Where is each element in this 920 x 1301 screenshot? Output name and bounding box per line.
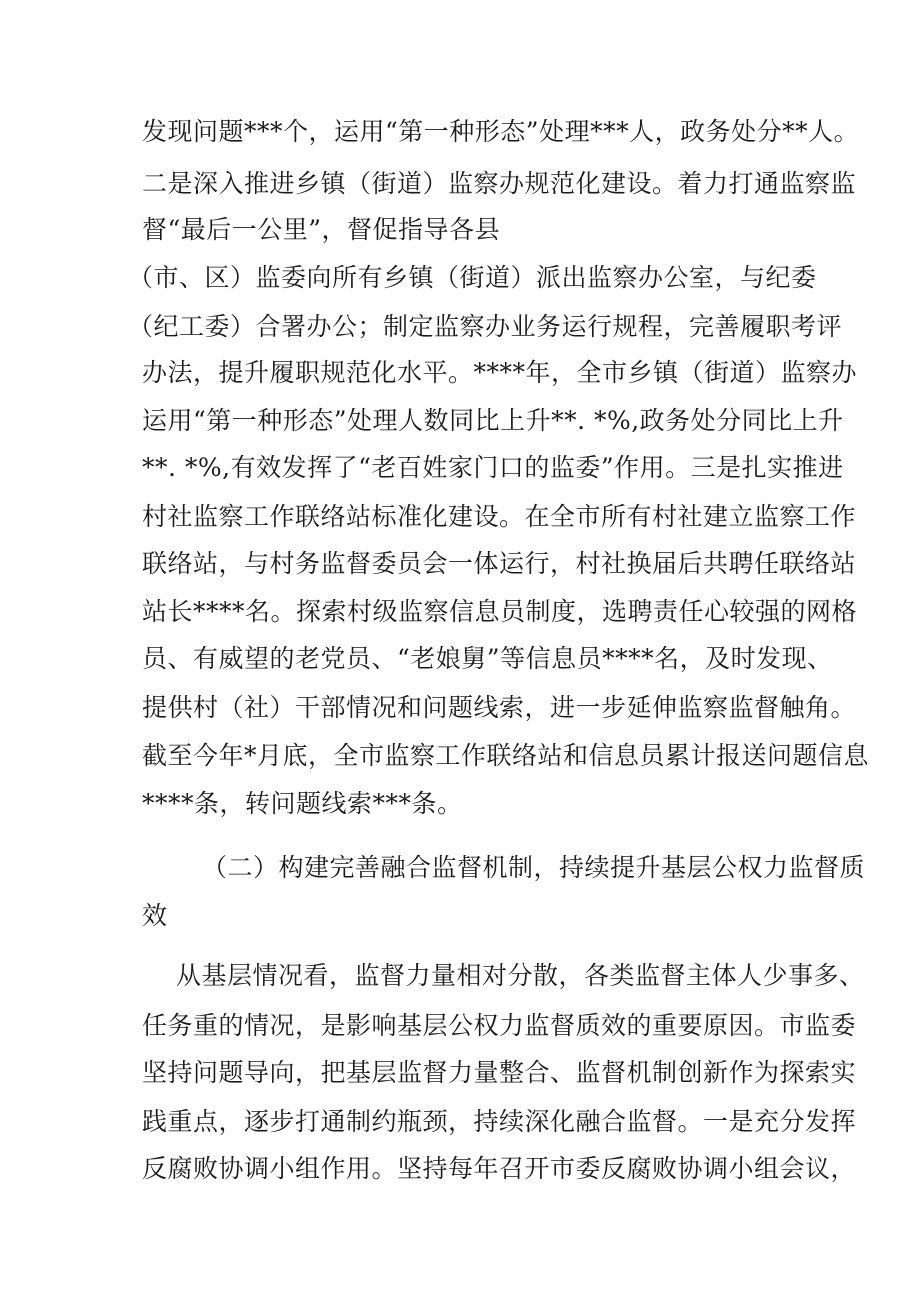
text-line: （市、区）监委向所有乡镇（街道）派出监察办公室，与纪委: [128, 263, 817, 292]
text-line: 村社监察工作联络站标准化建设。在全市所有村社建立监察工作: [142, 502, 857, 531]
section-heading: 效: [142, 901, 168, 930]
text-line: 二是深入推进乡镇（街道）监察办规范化建设。着力打通监察监: [142, 169, 857, 198]
text-line: 任务重的情况，是影响基层公权力监督质效的重要原因。市监委: [142, 1011, 857, 1040]
text-line: ****条，转问题线索***条。: [142, 789, 463, 818]
text-line: 反腐败协调小组作用。坚持每年召开市委反腐败协调小组会议，: [142, 1154, 857, 1183]
text-line: 坚持问题导向，把基层监督力量整合、监督机制创新作为探索实: [142, 1058, 857, 1087]
text-line: 从基层情况看，监督力量相对分散，各类监督主体人少事多、: [176, 961, 865, 990]
text-line: 站长****名。探索村级监察信息员制度，选聘责任心较强的网格: [142, 597, 858, 626]
section-heading: （二）构建完善融合监督机制，持续提升基层公权力监督质: [202, 853, 866, 882]
text-line: 员、有威望的老党员、“老娘舅”等信息员****名，及时发现、: [142, 644, 833, 673]
text-line: **. *%,有效发挥了“老百姓家门口的监委”作用。三是扎实推进: [142, 453, 844, 482]
text-line: 运用“第一种形态”处理人数同比上升**. *%,政务处分同比上升: [142, 406, 844, 435]
text-line: （纪工委）合署办公；制定监察办业务运行规程，完善履职考评: [128, 312, 843, 341]
text-line: 发现问题***个，运用“第一种形态”处理***人，政务处分**人。: [142, 117, 860, 146]
text-line: 督“最后一公里”，督促指导各县: [142, 215, 501, 244]
text-line: 联络站，与村务监督委员会一体运行，村社换届后共聘任联络站: [142, 549, 857, 578]
text-line: 截至今年*月底，全市监察工作联络站和信息员累计报送问题信息: [142, 741, 870, 770]
text-line: 办法，提升履职规范化水平。****年，全市乡镇（街道）监察办: [142, 358, 858, 387]
text-line: 践重点，逐步打通制约瓶颈，持续深化融合监督。一是充分发挥: [142, 1107, 857, 1136]
text-line: 提供村（社）干部情况和问题线索，进一步延伸监察监督触角。: [142, 693, 857, 722]
